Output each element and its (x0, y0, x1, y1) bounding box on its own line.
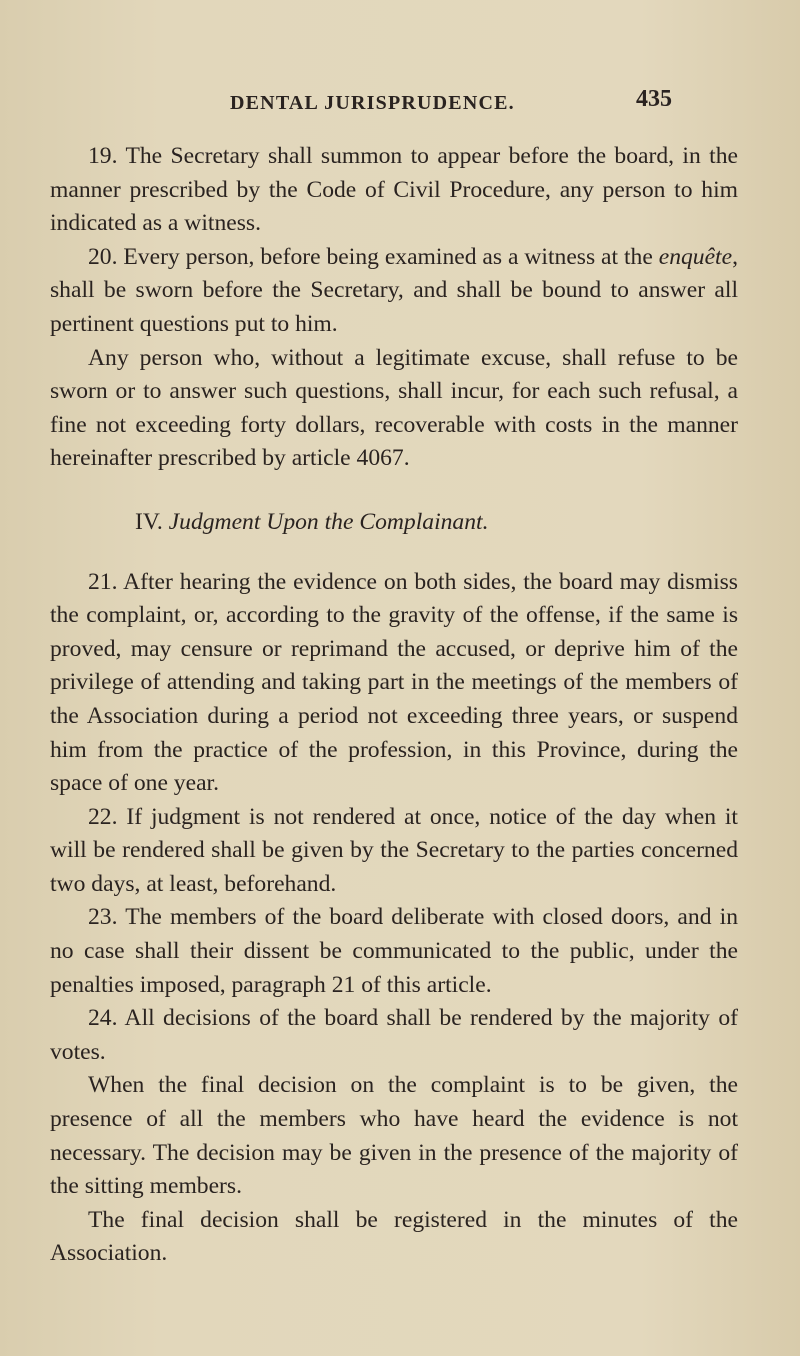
paragraph-24-continuation-2: The final decision shall be registered in the minutes of the Association. (50, 1206, 738, 1267)
paragraph-24: 24. All decisions of the board shall be rendered by the majority of votes. (50, 1005, 738, 1065)
paragraph-22: 22. If judgment is not rendered at once, notice of the day when it will be rendered shall be given by the Secretary to the parties concerned two days, at least, beforehand. (50, 803, 738, 897)
paragraph-20 (50, 241, 738, 342)
paragraph-20-text-a: 20. Every person, before being examined as a witness at the (88, 243, 659, 270)
section-number: IV. (135, 508, 163, 535)
paragraph-20-continuation: Any person who, without a legitimate excuse, shall refuse to be sworn or to answer such questions, shall incur, for each such refusal, a fine not exceeding forty dollars, recoverable with costs in the manner hereinafter prescribed by article 4067. (50, 344, 738, 472)
page-header (0, 86, 800, 122)
section-title: Judgment Upon the Complainant. (168, 508, 489, 535)
page-body (50, 140, 738, 1271)
paragraph-21: 21. After hearing the evidence on both sides, the board may dismiss the complaint, or, according to the gravity of the offense, if the same is proved, may censure or reprimand the accused, or deprive him of the privilege of attending and taking part in the meetings of the members of the Association during a period not exceeding three years, or suspend him from the practice of the profession, in this Province, during the space of one year. (50, 568, 738, 797)
paragraph-23: 23. The members of the board deliberate with closed doors, and in no case shall their dissent be communicated to the public, under the penalties imposed, paragraph 21 of this article. (50, 904, 738, 998)
page-number: 435 (636, 86, 672, 112)
paragraph-20-text-b: , shall be sworn before the Secretary, and shall be bound to answer all pertinent questions put to him. (50, 243, 738, 337)
running-head: DENTAL JURISPRUDENCE. (230, 92, 515, 114)
paragraph-24-continuation-1: When the final decision on the complaint is to be given, the presence of all the members who have heard the evidence is not necessary. The decision may be given in the presence of the majority of the sitting members. (50, 1072, 738, 1200)
paragraph-19: 19. The Secretary shall summon to appear before the board, in the manner prescribed by the Code of Civil Procedure, any person to him indicated as a witness. (50, 143, 738, 237)
paragraph-20-italic-term: enquête (658, 243, 733, 270)
section-heading (50, 506, 738, 540)
